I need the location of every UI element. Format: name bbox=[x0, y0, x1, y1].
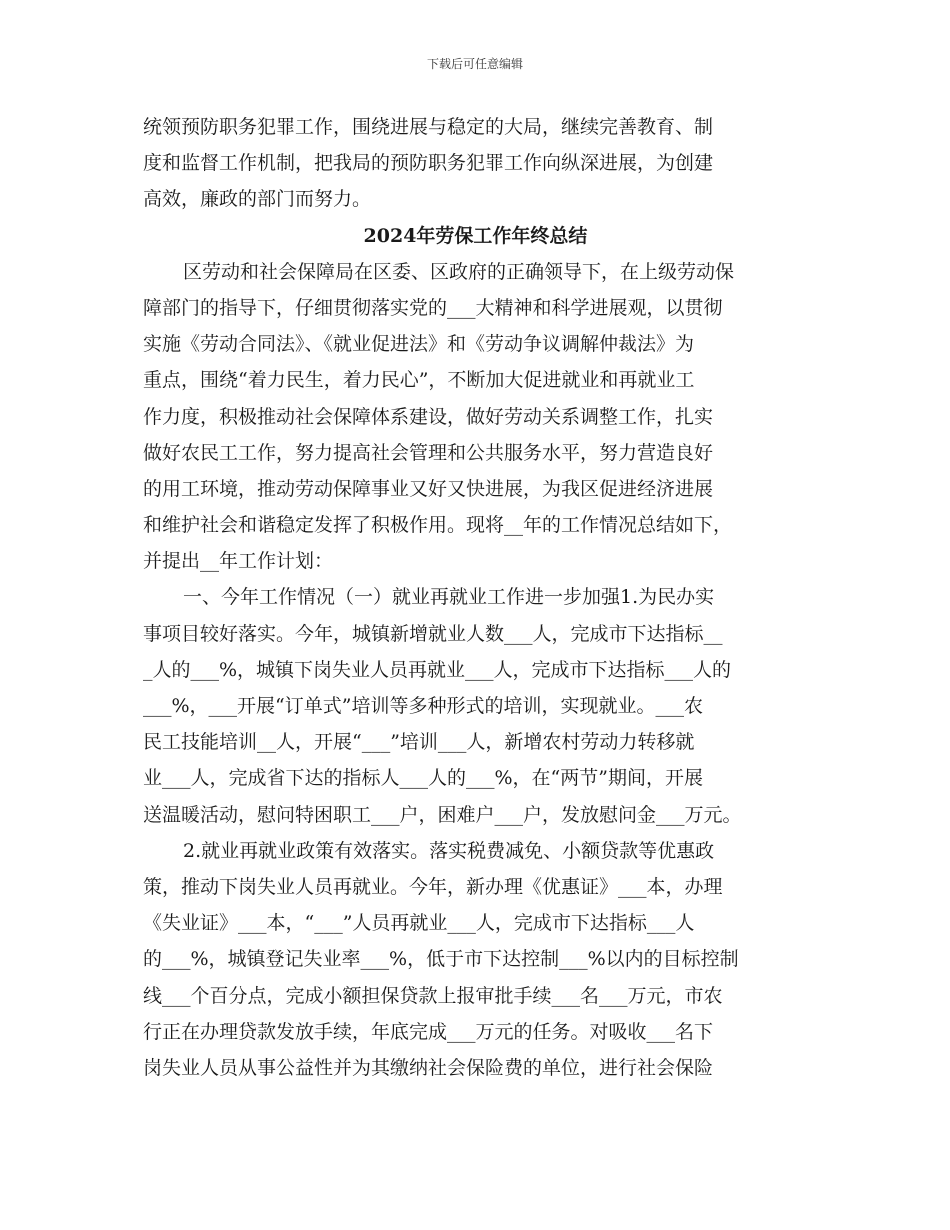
paragraph-line: 障部门的指导下，仔细贯彻落实党的___大精神和科学进展观，以贯彻 bbox=[143, 296, 723, 319]
paragraph-line: 并提出__年工作计划： bbox=[143, 550, 334, 573]
paragraph-line: 2.就业再就业政策有效落实。落实税费减免、小额贷款等优惠政 bbox=[183, 839, 715, 862]
paragraph-line: 区劳动和社会保障局在区委、区政府的正确领导下，在上级劳动保 bbox=[183, 260, 735, 283]
document-body bbox=[143, 109, 808, 1086]
paragraph-line: 重点，围绕“着力民生，着力民心”，不断加大促进就业和再就业工 bbox=[143, 369, 695, 392]
paragraph-line: 事项目较好落实。今年，城镇新增就业人数___人，完成市下达指标__ bbox=[143, 622, 723, 645]
paragraph-line: 行正在办理贷款发放手续，年底完成___万元的任务。对吸收___名下 bbox=[143, 1020, 714, 1043]
paragraph-line: 送温暖活动，慰问特困职工___户，困难户___户，发放慰问金___万元。 bbox=[143, 803, 742, 826]
intro-line: 度和监督工作机制，把我局的预防职务犯罪工作向纵深进展，为创建 bbox=[143, 152, 714, 175]
paragraph-line: 业___人，完成省下达的指标人___人的___%，在“两节”期间，开展 bbox=[143, 767, 703, 790]
paragraph-line: 线___个百分点，完成小额担保贷款上报审批手续___名___万元，市农 bbox=[143, 984, 723, 1007]
paragraph-line: _人的___%，城镇下岗失业人员再就业___人，完成市下达指标___人的 bbox=[143, 658, 732, 681]
intro-line: 统领预防职务犯罪工作，围绕进展与稳定的大局，继续完善教育、制 bbox=[143, 116, 714, 138]
page-header-note: 下载后可任意编辑 bbox=[426, 57, 523, 71]
paragraph-line: 作力度，积极推动社会保障体系建设，做好劳动关系调整工作，扎实 bbox=[143, 405, 714, 428]
paragraph-line: 和维护社会和谐稳定发挥了积极作用。现将__年的工作情况总结如下， bbox=[143, 514, 733, 537]
paragraph-line: 一、今年工作情况（一）就业再就业工作进一步加强1.为民办实 bbox=[183, 586, 715, 609]
paragraph-line: ___%，___开展“订单式”培训等多种形式的培训，实现就业。___农 bbox=[143, 695, 703, 717]
paragraph-line: 民工技能培训__人，开展“___”培训___人，新增农村劳动力转移就 bbox=[143, 731, 695, 754]
paragraph-line: 的___%，城镇登记失业率___%，低于市下达控制___%以内的目标控制 bbox=[143, 948, 739, 971]
paragraph-line: 策，推动下岗失业人员再就业。今年，新办理《优惠证》___本，办理 bbox=[143, 875, 723, 898]
paragraph-line: 《失业证》___本，“___”人员再就业___人，完成市下达指标___人 bbox=[143, 912, 695, 935]
document-title: 2024年劳保工作年终总结 bbox=[363, 224, 588, 247]
intro-line: 高效，廉政的部门而努力。 bbox=[143, 188, 372, 211]
paragraph-line: 做好农民工工作，努力提高社会管理和公共服务水平，努力营造良好 bbox=[143, 441, 714, 464]
paragraph-line: 的用工环境，推动劳动保障事业又好又快进展，为我区促进经济进展 bbox=[143, 477, 714, 500]
paragraph-line: 岗失业人员从事公益性并为其缴纳社会保险费的单位，进行社会保险 bbox=[143, 1056, 714, 1079]
paragraph-line: 实施《劳动合同法》、《就业促进法》和《劳动争议调解仲裁法》为 bbox=[143, 333, 695, 356]
